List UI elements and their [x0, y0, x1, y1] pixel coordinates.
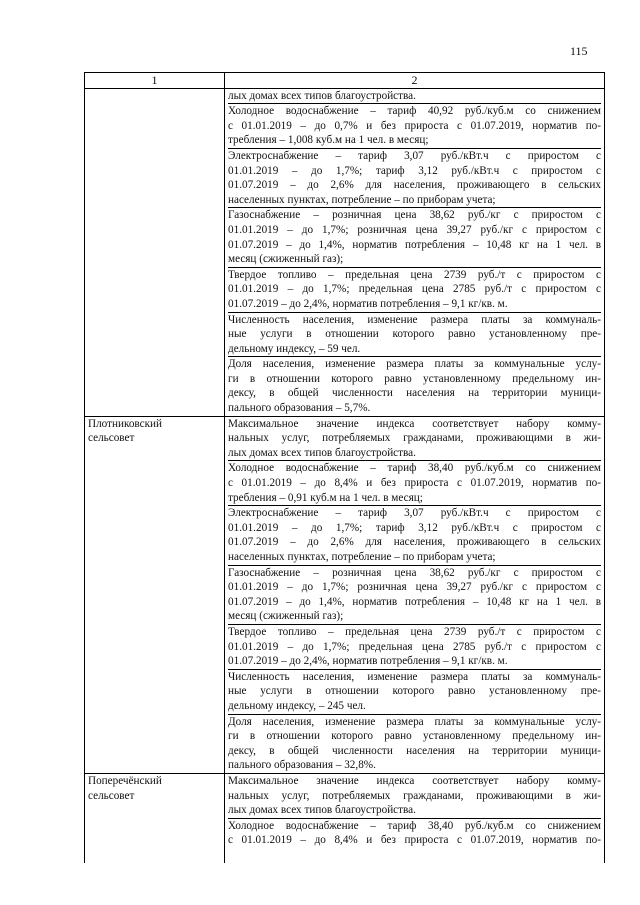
- description-paragraph: [228, 208, 601, 267]
- text-line: 01.01.2019 – до 1,7%; тариф 3,12 руб./кВт.ч с приростом с: [228, 521, 601, 534]
- municipality-name-line: Поперечёнский: [88, 774, 162, 787]
- text-line: 01.01.2019 – до 1,7%; розничная цена 39,27 руб./кг с приростом с: [228, 581, 601, 594]
- text-line: 01.01.2019 – до 1,7%; предельная цена 2785 руб./т с приростом с: [228, 283, 601, 296]
- text-line: Холодное водоснабжение – тариф 40,92 руб./куб.м со снижением: [228, 105, 601, 118]
- description-paragraph: [228, 417, 601, 462]
- table-row: [85, 416, 605, 773]
- text-line: нальных услуг, потребляемых гражданами, проживающими в жи-: [228, 789, 601, 802]
- table-header-row: [85, 73, 605, 89]
- text-line: месяц (сжиженный газ);: [228, 253, 344, 266]
- text-line: Твердое топливо – предельная цена 2739 руб./т с приростом с: [228, 625, 601, 638]
- description-cell: [225, 416, 605, 773]
- text-line: 01.07.2019 – до 2,4%, норматив потребления – 9,1 кг/кв. м.: [228, 297, 508, 310]
- municipality-name-line: сельсовет: [88, 432, 135, 445]
- table-body: [85, 88, 605, 863]
- text-line: Холодное водоснабжение – тариф 38,40 руб./куб.м со снижением: [228, 819, 601, 832]
- description-paragraph: [228, 819, 601, 863]
- text-line: Электроснабжение – тариф 3,07 руб./кВт.ч с приростом с: [228, 149, 601, 162]
- column-header-1: 1: [85, 73, 225, 89]
- text-line: дельному индексу, – 245 чел.: [228, 699, 366, 712]
- text-line: 01.01.2019 – до 1,7%; тариф 3,12 руб./кВт.ч с приростом с: [228, 164, 601, 177]
- text-line: ги в отношении которого равно установленному предельному ин-: [228, 730, 601, 743]
- text-line: Численность населения, изменение размера платы за коммуналь-: [228, 670, 601, 683]
- text-line: месяц (сжиженный газ);: [228, 610, 344, 623]
- description-cell: [225, 773, 605, 862]
- text-line: пального образования – 5,7%.: [228, 402, 371, 415]
- text-line: требления – 1,008 куб.м на 1 чел. в месяц;: [228, 134, 429, 147]
- description-paragraph: [228, 89, 601, 105]
- text-line: с 01.01.2019 – до 8,4% и без прироста с 01.07.2019, норматив по-: [228, 834, 601, 847]
- text-line: требления – 0,91 куб.м на 1 чел. в месяц;: [228, 491, 423, 504]
- municipality-name-cell: [85, 416, 225, 773]
- text-line: 01.07.2019 – до 2,6% для населения, проживающего в сельских: [228, 179, 601, 192]
- text-line: Газоснабжение – розничная цена 38,62 руб./кг с приростом с: [228, 209, 601, 222]
- description-paragraph: [228, 506, 601, 565]
- text-line: ные услуги в отношении которого равно установленному пре-: [228, 685, 601, 698]
- text-line: ги в отношении которого равно установленному предельному ин-: [228, 372, 601, 385]
- text-line: Доля населения, изменение размера платы за коммунальные услу-: [228, 715, 601, 728]
- text-line: населенных пунктах, потребление – по приборам учета;: [228, 551, 496, 563]
- description-paragraph: [228, 625, 601, 670]
- text-line: лых домах всех типов благоустройства.: [228, 446, 416, 459]
- column-header-2: 2: [225, 73, 605, 89]
- page-number: 115: [570, 44, 588, 58]
- text-line: населенных пунктах, потребление – по приборам учета;: [228, 193, 496, 206]
- text-line: дельному индексу, – 59 чел.: [228, 342, 361, 355]
- text-line: 01.01.2019 – до 1,7%; розничная цена 39,27 руб./кг с приростом с: [228, 223, 601, 236]
- text-line: пального образования – 32,8%.: [228, 759, 376, 772]
- text-line: Максимальное значение индекса соответствует набору комму-: [228, 417, 601, 430]
- tariff-table: [84, 72, 605, 863]
- text-line: 01.07.2019 – до 1,4%, норматив потребления – 10,48 кг на 1 чел. в: [228, 595, 601, 608]
- text-line: Газоснабжение – розничная цена 38,62 руб./кг с приростом с: [228, 566, 601, 579]
- text-line: Электроснабжение – тариф 3,07 руб./кВт.ч с приростом с: [228, 507, 601, 520]
- table-row: [85, 88, 605, 416]
- text-line: Холодное водоснабжение – тариф 38,40 руб./куб.м со снижением: [228, 462, 601, 475]
- description-paragraph: [228, 774, 601, 819]
- text-line: Максимальное значение индекса соответствует набору комму-: [228, 774, 601, 787]
- description-paragraph: [228, 149, 601, 208]
- municipality-name-cell: [85, 88, 225, 416]
- text-line: 01.07.2019 – до 2,6% для населения, проживающего в сельских: [228, 536, 601, 549]
- description-paragraph: [228, 461, 601, 506]
- description-paragraph: [228, 104, 601, 149]
- text-line: 01.07.2019 – до 1,4%, норматив потребления – 10,48 кг на 1 чел. в: [228, 238, 601, 251]
- text-line: 01.01.2019 – до 1,7%; предельная цена 2785 руб./т с приростом с: [228, 640, 601, 653]
- text-line: Твердое топливо – предельная цена 2739 руб./т с приростом с: [228, 268, 601, 281]
- description-paragraph: [228, 313, 601, 358]
- description-cell: [225, 88, 605, 416]
- text-line: с 01.01.2019 – до 0,7% и без прироста с 01.07.2019, норматив по-: [228, 119, 601, 132]
- description-paragraph: [228, 715, 601, 773]
- text-line: дексу, в общей численности населения на территории муници-: [228, 744, 601, 757]
- description-paragraph: [228, 670, 601, 715]
- description-paragraph: [228, 268, 601, 313]
- municipality-name-line: сельсовет: [88, 789, 135, 802]
- description-paragraph: [228, 566, 601, 625]
- municipality-name-line: Плотниковский: [88, 417, 163, 430]
- description-paragraph: [228, 357, 601, 415]
- text-line: лых домах всех типов благоустройства.: [228, 89, 416, 102]
- text-line: дексу, в общей численности населения на территории муници-: [228, 387, 601, 400]
- municipality-name-cell: [85, 773, 225, 862]
- text-line: Численность населения, изменение размера платы за коммуналь-: [228, 313, 601, 326]
- text-line: 01.07.2019 – до 2,4%, норматив потребления – 9,1 кг/кв. м.: [228, 655, 508, 668]
- text-line: Доля населения, изменение размера платы за коммунальные услу-: [228, 358, 601, 371]
- text-line: с 01.01.2019 – до 8,4% и без прироста с 01.07.2019, норматив по-: [228, 477, 601, 490]
- text-line: лых домах всех типов благоустройства.: [228, 804, 416, 817]
- text-line: нальных услуг, потребляемых гражданами, проживающими в жи-: [228, 432, 601, 445]
- table-row: [85, 773, 605, 862]
- text-line: ные услуги в отношении которого равно установленному пре-: [228, 328, 601, 341]
